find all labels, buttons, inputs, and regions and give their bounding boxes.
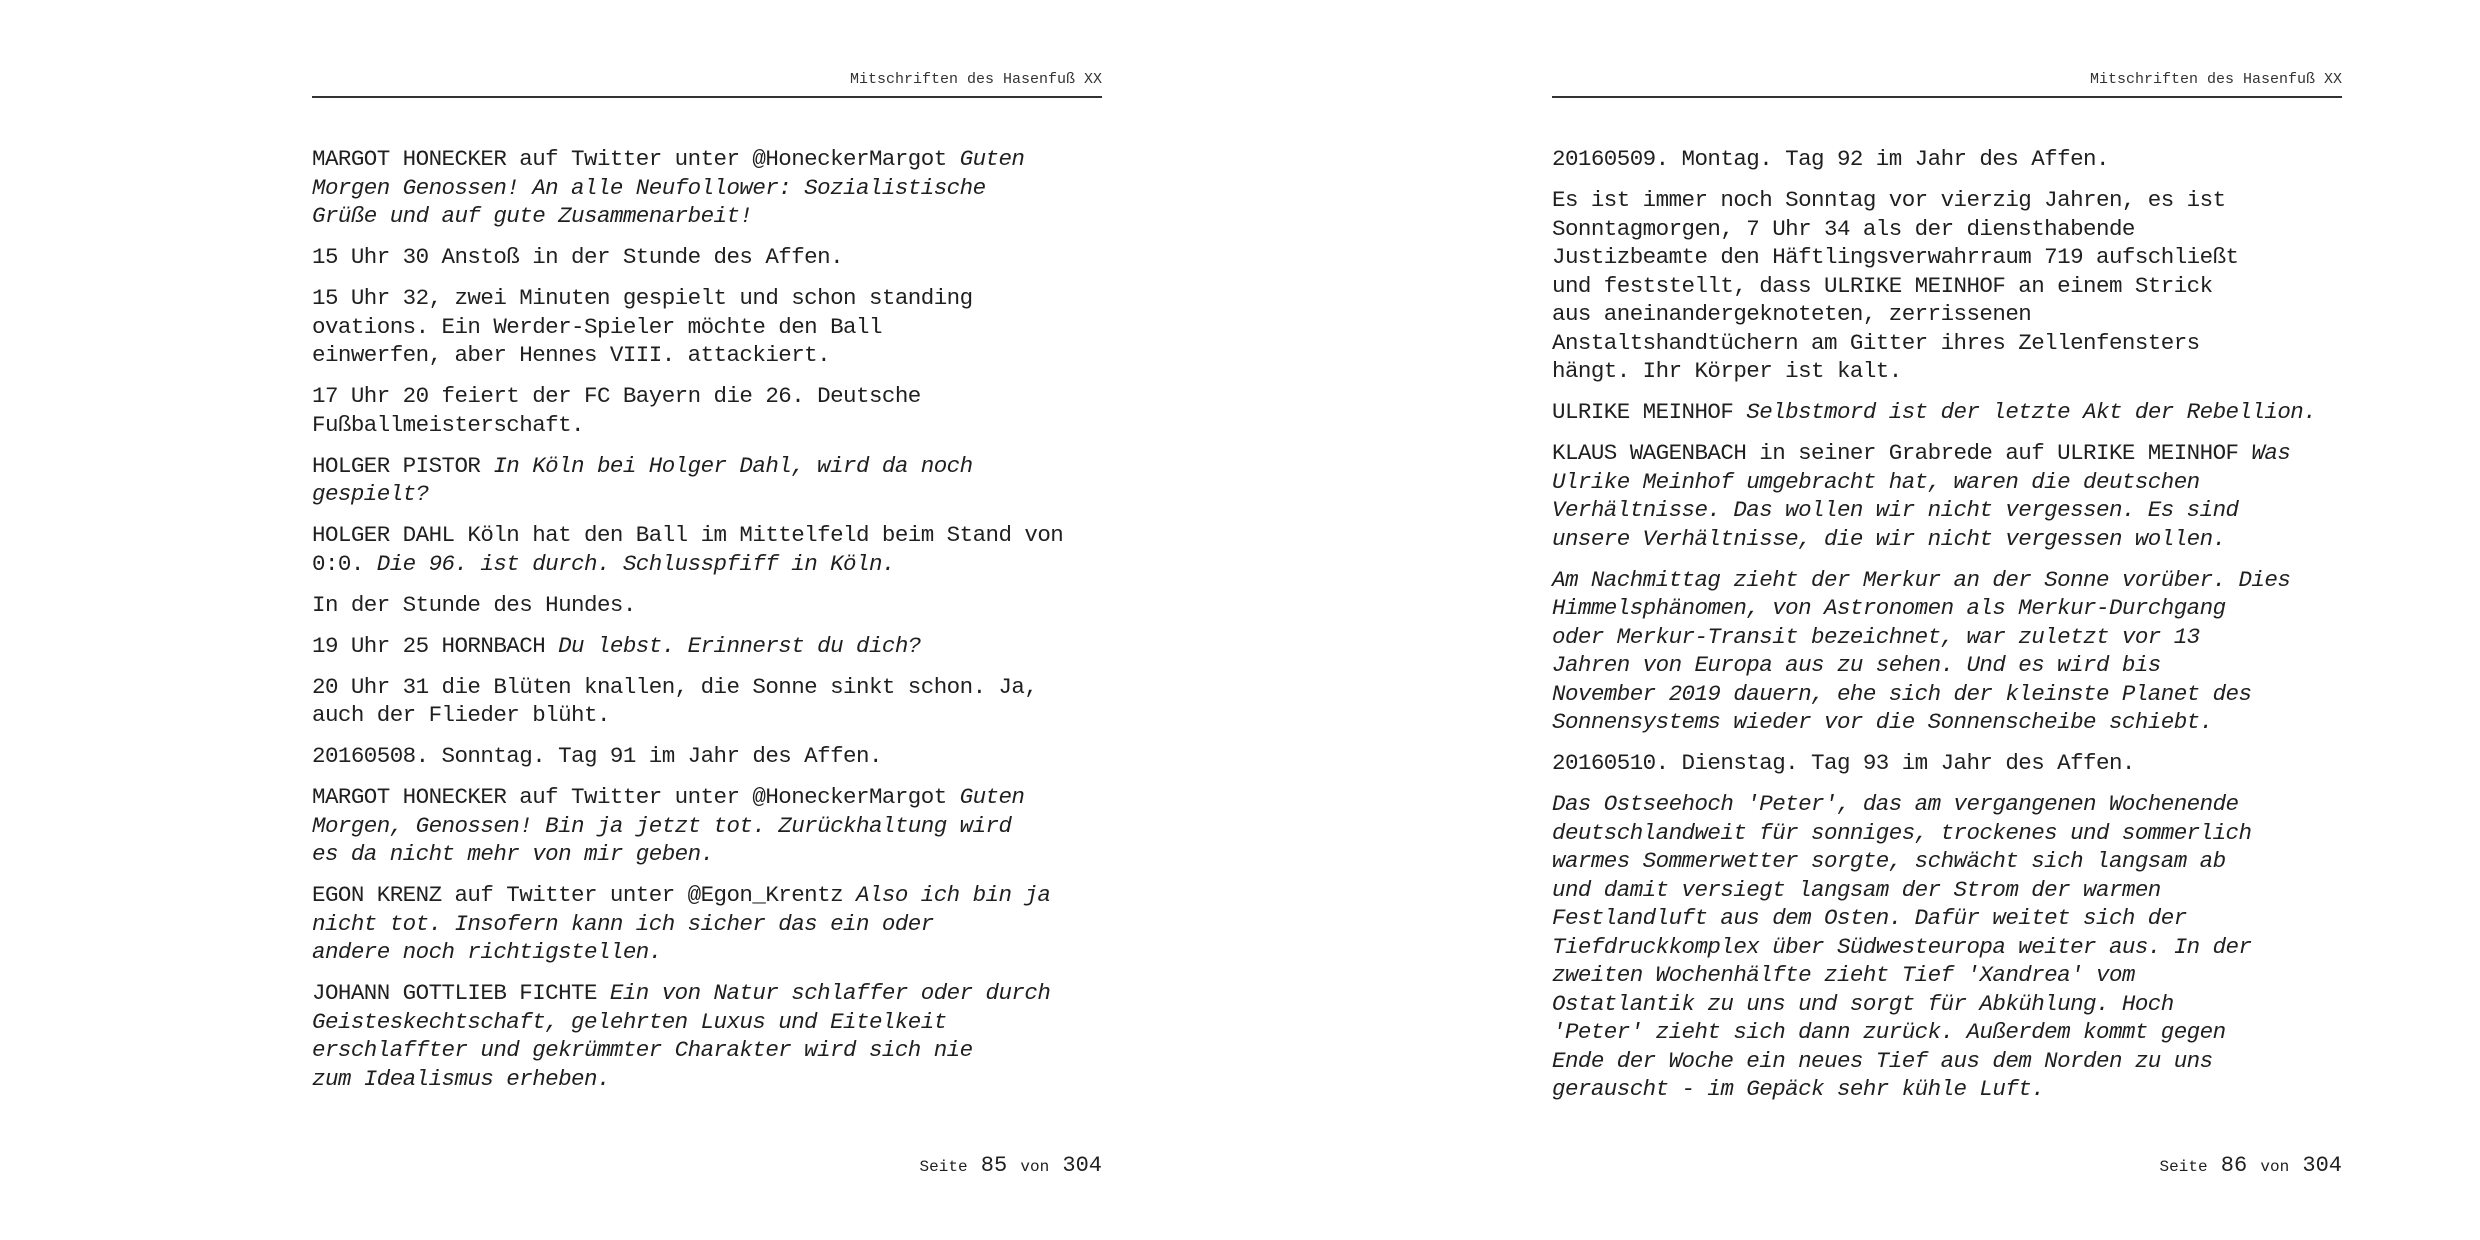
- text-line: [1552, 623, 2342, 652]
- plain-text: HOLGER DAHL Köln hat den Ball im Mittelfeld beim Stand von: [312, 522, 1064, 548]
- text-line: [312, 632, 1102, 661]
- text-line: [1552, 468, 2342, 497]
- quote-text: nicht tot. Insofern kann ich sicher das ein oder: [312, 910, 934, 937]
- text-line: [1552, 990, 2342, 1019]
- quote-text: Guten: [959, 146, 1025, 172]
- page-of-label: von: [2260, 1158, 2290, 1176]
- text-line: [312, 591, 1102, 620]
- plain-text: auch der Flieder blüht.: [312, 702, 610, 728]
- plain-text: Anstaltshandtüchern am Gitter ihres Zellenfensters: [1552, 329, 2200, 356]
- quote-text: Am Nachmittag zieht der Merkur an der Sonne vorüber. Dies: [1552, 566, 2291, 593]
- plain-text: Fußballmeisterschaft.: [312, 411, 584, 438]
- text-line: [312, 938, 1102, 967]
- quote-text: Ende der Woche ein neues Tief aus dem Norden zu uns: [1552, 1047, 2213, 1074]
- journal-entry: [312, 521, 1102, 578]
- text-line: [1552, 790, 2342, 819]
- plain-text: 17 Uhr 20 feiert der FC Bayern die 26. Deutsche: [312, 383, 921, 409]
- plain-text: aus aneinandergeknoteten, zerrissenen: [1552, 301, 2032, 327]
- journal-entry: [1552, 566, 2342, 737]
- quote-text: oder Merkur-Transit bezeichnet, war zuletzt vor 13: [1552, 623, 2200, 650]
- quote-text: Verhältnisse. Das wollen wir nicht vergessen. Es sind: [1552, 497, 2239, 523]
- text-line: [312, 284, 1102, 313]
- text-line: [1552, 1018, 2342, 1047]
- text-line: [1552, 933, 2342, 962]
- quote-text: und damit versiegt langsam der Strom der warmen: [1552, 876, 2161, 903]
- quote-text: Was: [2251, 440, 2291, 466]
- plain-text: 15 Uhr 30 Anstoß in der Stunde des Affen.: [312, 244, 844, 270]
- text-line: [1552, 215, 2342, 244]
- text-line: [1552, 749, 2342, 778]
- quote-text: Jahren von Europa aus zu sehen. Und es wird bis: [1552, 652, 2161, 678]
- text-line: [312, 452, 1102, 481]
- quote-text: Himmelsphänomen, von Astronomen als Merkur-Durchgang: [1552, 595, 2226, 621]
- text-line: [1552, 496, 2342, 525]
- quote-text: es da nicht mehr von mir geben.: [312, 841, 714, 867]
- text-line: [1552, 594, 2342, 623]
- plain-text: 0:0.: [312, 550, 377, 577]
- text-line: [1552, 1075, 2342, 1104]
- text-line: [1552, 566, 2342, 595]
- plain-text: MARGOT HONECKER auf Twitter unter @HoneckerMargot: [312, 784, 960, 810]
- quote-text: Sonnensystems wieder vor die Sonnenscheibe schiebt.: [1552, 709, 2213, 735]
- text-line: [312, 550, 1102, 579]
- plain-text: EGON KRENZ auf Twitter unter @Egon_Krentz: [312, 882, 856, 908]
- plain-text: und feststellt, dass ULRIKE MEINHOF an einem Strick: [1552, 272, 2213, 299]
- text-line: [1552, 651, 2342, 680]
- journal-entry: [312, 243, 1102, 272]
- quote-text: erschlaffter und gekrümmter Charakter wird sich nie: [312, 1037, 973, 1063]
- text-line: [312, 382, 1102, 411]
- text-line: [312, 1065, 1102, 1094]
- quote-text: gespielt?: [312, 481, 429, 507]
- quote-text: Morgen Genossen! An alle Neufollower: Sozialistische: [312, 174, 986, 201]
- quote-text: Festlandluft aus dem Osten. Dafür weitet sich der: [1552, 905, 2187, 931]
- text-line: [312, 840, 1102, 869]
- right-page: [1240, 0, 2480, 1240]
- text-line: [1552, 145, 2342, 174]
- plain-text: Sonntagmorgen, 7 Uhr 34 als der diensthabende: [1552, 215, 2135, 242]
- plain-text: einwerfen, aber Hennes VIII. attackiert.: [312, 342, 831, 368]
- text-line: [312, 783, 1102, 812]
- journal-entry: [1552, 749, 2342, 778]
- quote-text: andere noch richtigstellen.: [312, 939, 662, 965]
- journal-entry: [1552, 790, 2342, 1104]
- quote-text: 'Peter' zieht sich dann zurück. Außerdem kommt gegen: [1552, 1019, 2226, 1045]
- journal-entry: [1552, 145, 2342, 174]
- quote-text: Grüße und auf gute Zusammenarbeit!: [312, 203, 753, 229]
- quote-text: deutschlandweit für sonniges, trockenes und sommerlich: [1552, 819, 2252, 846]
- text-line: [312, 1008, 1102, 1037]
- quote-text: November 2019 dauern, ehe sich der kleinste Planet des: [1552, 680, 2252, 707]
- text-line: [1552, 243, 2342, 272]
- quote-text: Morgen, Genossen! Bin ja jetzt tot. Zurückhaltung wird: [312, 812, 1012, 839]
- plain-text: 15 Uhr 32, zwei Minuten gespielt und schon standing: [312, 285, 973, 311]
- text-line: [312, 1036, 1102, 1065]
- journal-entry: [312, 591, 1102, 620]
- text-line: [1552, 708, 2342, 737]
- quote-text: Die 96. ist durch. Schlusspfiff in Köln.: [376, 550, 895, 577]
- text-line: [312, 673, 1102, 702]
- journal-entry: [312, 452, 1102, 509]
- text-line: [1552, 398, 2342, 427]
- text-line: [1552, 819, 2342, 848]
- text-line: [1552, 961, 2342, 990]
- page-number-footer: [1552, 1152, 2342, 1181]
- quote-text: unsere Verhältnisse, die wir nicht vergessen wollen.: [1552, 525, 2226, 552]
- text-line: [1552, 876, 2342, 905]
- quote-text: Ostatlantik zu uns und sorgt für Abkühlung. Hoch: [1552, 990, 2174, 1017]
- text-line: [1552, 847, 2342, 876]
- text-line: [1552, 904, 2342, 933]
- quote-text: Also ich bin ja: [856, 882, 1051, 908]
- journal-entry: [312, 632, 1102, 661]
- journal-entry: [312, 742, 1102, 771]
- plain-text: 20160508. Sonntag. Tag 91 im Jahr des Affen.: [312, 743, 882, 769]
- text-line: [312, 701, 1102, 730]
- quote-text: Selbstmord ist der letzte Akt der Rebellion.: [1746, 399, 2317, 425]
- text-line: [312, 341, 1102, 370]
- quote-text: Guten: [959, 784, 1025, 810]
- text-line: [312, 881, 1102, 910]
- journal-entry: [312, 783, 1102, 869]
- plain-text: 19 Uhr 25 HORNBACH: [312, 632, 559, 659]
- journal-entry: [312, 145, 1102, 231]
- running-header: Mitschriften des Hasenfuß XX: [312, 70, 1102, 98]
- journal-entry: [312, 881, 1102, 967]
- page-total: 304: [1062, 1153, 1102, 1178]
- text-line: [312, 979, 1102, 1008]
- text-line: [312, 174, 1102, 203]
- journal-entry: [312, 382, 1102, 439]
- page-body: [1552, 145, 2342, 1116]
- text-line: [1552, 525, 2342, 554]
- quote-text: warmes Sommerwetter sorgte, schwächt sich langsam ab: [1552, 848, 2226, 874]
- quote-text: Tiefdruckkomplex über Südwesteuropa weiter aus. In der: [1552, 933, 2252, 960]
- text-line: [1552, 329, 2342, 358]
- text-line: [312, 411, 1102, 440]
- page-number: 86: [2220, 1153, 2248, 1178]
- plain-text: Es ist immer noch Sonntag vor vierzig Jahren, es ist: [1552, 187, 2226, 213]
- page-number-footer: [312, 1152, 1102, 1181]
- quote-text: Ulrike Meinhof umgebracht hat, waren die deutschen: [1552, 468, 2200, 495]
- quote-text: zweiten Wochenhälfte zieht Tief 'Xandrea' vom: [1552, 962, 2135, 988]
- journal-entry: [312, 979, 1102, 1093]
- text-line: [1552, 186, 2342, 215]
- journal-entry: [1552, 398, 2342, 427]
- plain-text: 20 Uhr 31 die Blüten knallen, die Sonne sinkt schon. Ja,: [312, 673, 1038, 700]
- text-line: [312, 243, 1102, 272]
- text-line: [1552, 300, 2342, 329]
- page-label: Seite: [2159, 1158, 2208, 1176]
- plain-text: Justizbeamte den Häftlingsverwahrraum 719 aufschließt: [1552, 244, 2239, 270]
- journal-entry: [1552, 186, 2342, 386]
- plain-text: HOLGER PISTOR: [312, 452, 494, 479]
- plain-text: JOHANN GOTTLIEB FICHTE: [312, 980, 610, 1006]
- text-line: [312, 910, 1102, 939]
- plain-text: In der Stunde des Hundes.: [312, 591, 636, 618]
- text-line: [312, 313, 1102, 342]
- plain-text: KLAUS WAGENBACH in seiner Grabrede auf ULRIKE MEINHOF: [1552, 440, 2252, 466]
- page-label: Seite: [919, 1158, 968, 1176]
- quote-text: In Köln bei Holger Dahl, wird da noch: [493, 452, 973, 479]
- plain-text: 20160509. Montag. Tag 92 im Jahr des Affen.: [1552, 146, 2109, 172]
- journal-entry: [312, 673, 1102, 730]
- page-body: [312, 145, 1102, 1106]
- journal-entry: [312, 284, 1102, 370]
- plain-text: ULRIKE MEINHOF: [1552, 399, 1747, 425]
- plain-text: 20160510. Dienstag. Tag 93 im Jahr des Affen.: [1552, 750, 2135, 776]
- text-line: [1552, 439, 2342, 468]
- page-total: 304: [2302, 1153, 2342, 1178]
- quote-text: Du lebst. Erinnerst du dich?: [558, 632, 921, 659]
- plain-text: hängt. Ihr Körper ist kalt.: [1552, 358, 1902, 384]
- text-line: [1552, 1047, 2342, 1076]
- quote-text: Geisteskechtschaft, gelehrten Luxus und Eitelkeit: [312, 1008, 947, 1035]
- quote-text: Ein von Natur schlaffer oder durch: [609, 980, 1051, 1006]
- text-line: [312, 521, 1102, 550]
- text-line: [1552, 680, 2342, 709]
- text-line: [1552, 357, 2342, 386]
- page-number: 85: [980, 1153, 1008, 1178]
- plain-text: ovations. Ein Werder-Spieler möchte den Ball: [312, 313, 882, 340]
- plain-text: MARGOT HONECKER auf Twitter unter @HoneckerMargot: [312, 146, 960, 172]
- quote-text: Das Ostseehoch 'Peter', das am vergangenen Wochenende: [1552, 791, 2239, 817]
- text-line: [312, 480, 1102, 509]
- quote-text: gerauscht - im Gepäck sehr kühle Luft.: [1552, 1076, 2045, 1102]
- text-line: [312, 145, 1102, 174]
- running-header: Mitschriften des Hasenfuß XX: [1552, 70, 2342, 98]
- text-line: [1552, 272, 2342, 301]
- text-line: [312, 742, 1102, 771]
- text-line: [312, 812, 1102, 841]
- text-line: [312, 202, 1102, 231]
- quote-text: zum Idealismus erheben.: [312, 1065, 610, 1092]
- journal-entry: [1552, 439, 2342, 553]
- page-of-label: von: [1020, 1158, 1050, 1176]
